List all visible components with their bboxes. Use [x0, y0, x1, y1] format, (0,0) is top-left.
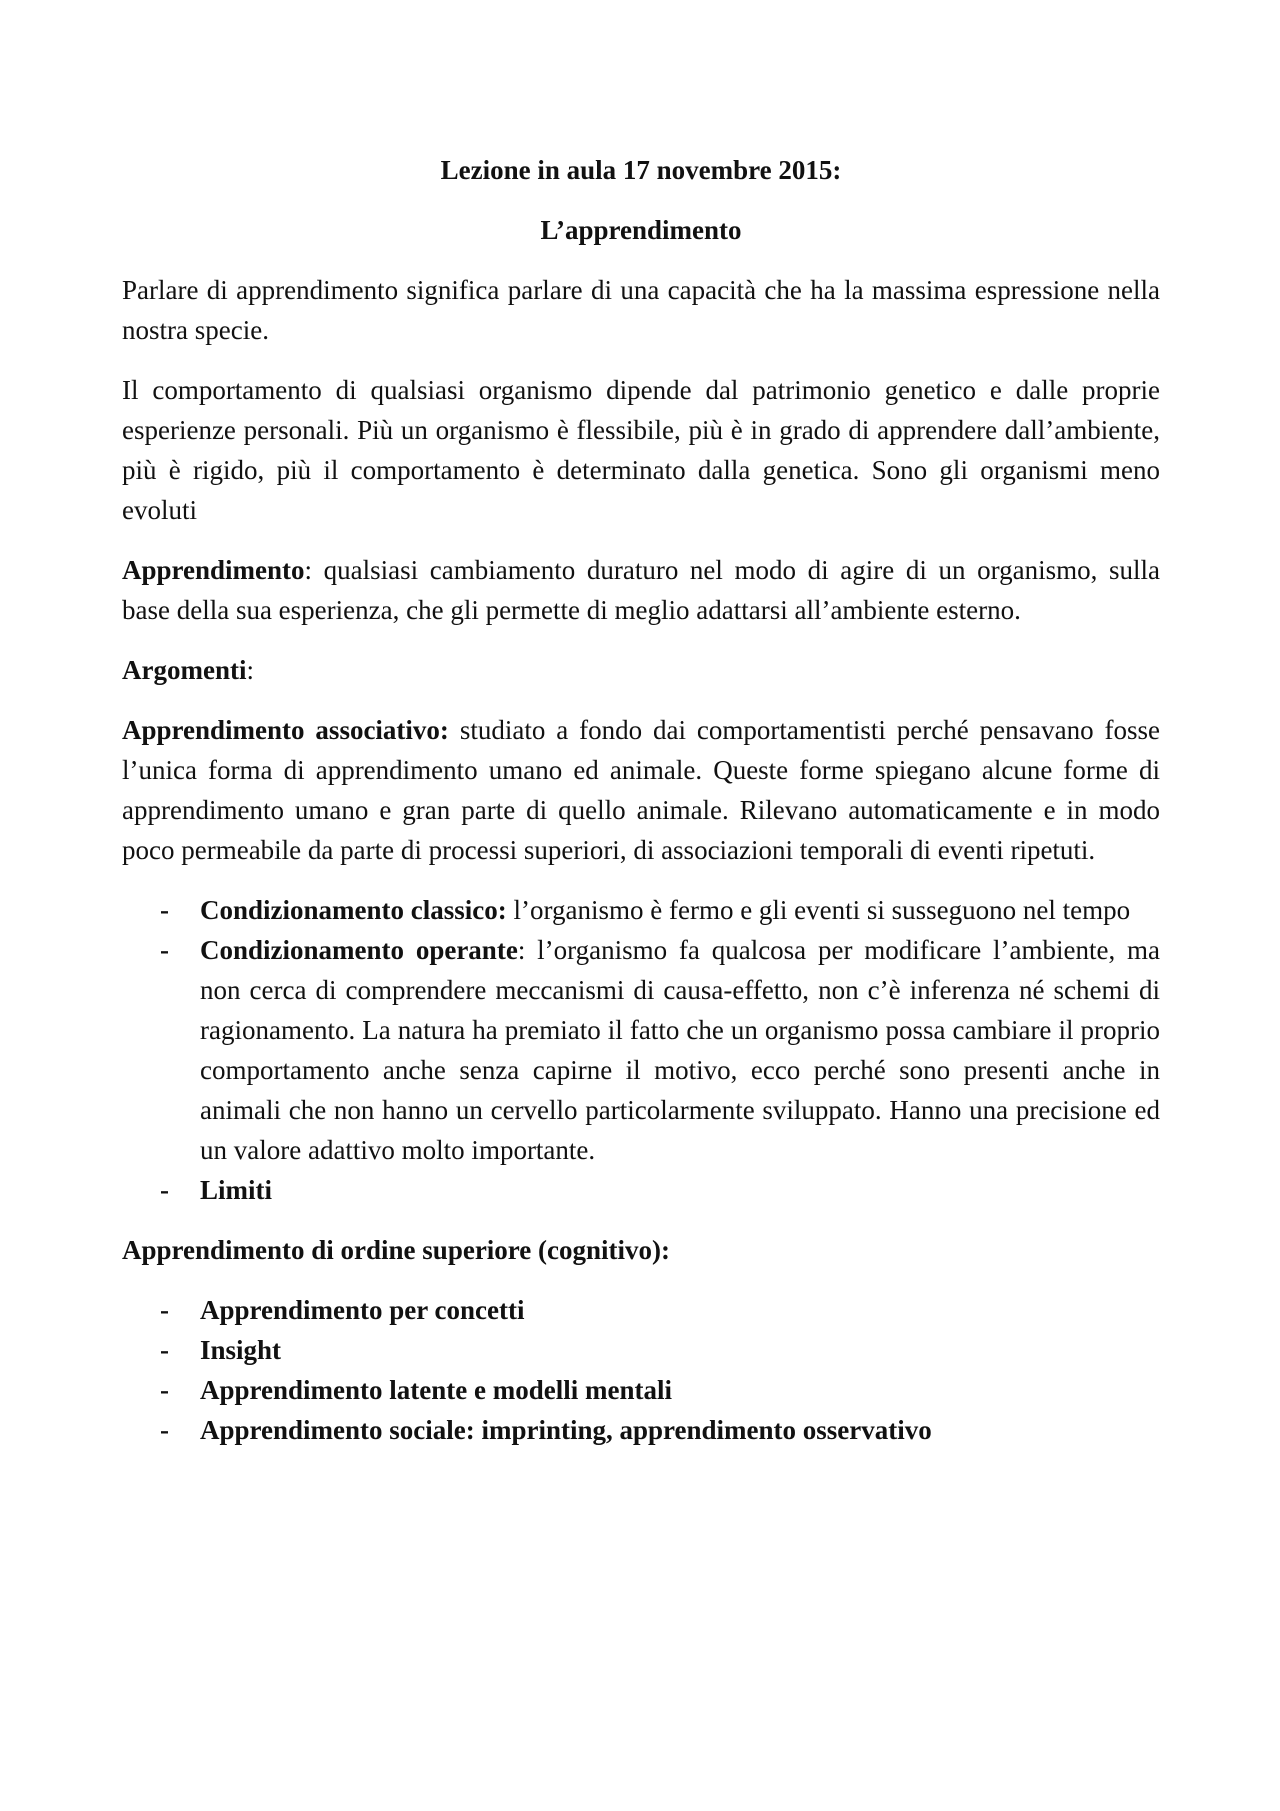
document-title: Lezione in aula 17 novembre 2015: — [440, 155, 842, 185]
dash-bullet: - — [160, 1175, 169, 1205]
intro-paragraph: Parlare di apprendimento significa parlare di una capacità che ha la massima espressione nella nostra specie. — [122, 275, 1160, 345]
higher-order-heading — [122, 1230, 1160, 1270]
definition-separator: : — [304, 555, 313, 585]
higher-order-label: Apprendimento di ordine superiore (cognitivo): — [122, 1235, 671, 1265]
list-item-operant — [122, 930, 1160, 1170]
dash-bullet: - — [160, 935, 169, 965]
definition-paragraph — [122, 550, 1160, 630]
list-item-insight — [122, 1330, 1160, 1370]
list-item-latent — [122, 1370, 1160, 1410]
genetics-paragraph: Il comportamento di qualsiasi organismo dipende dal patrimonio genetico e dalle proprie esperienze personali. Più un organismo è flessibile, più è in grado di apprendere dall’ambiente, più è rigido, più il comportamento è determinato dalla genetica. Sono gli organismi meno evoluti — [122, 375, 1160, 525]
higher-order-list — [122, 1290, 1160, 1450]
definition-term: Apprendimento — [122, 555, 305, 585]
associative-term: Apprendimento associativo: — [122, 715, 449, 745]
list-item-concepts — [122, 1290, 1160, 1330]
list-item-social — [122, 1410, 1160, 1450]
topics-label: Argomenti — [122, 655, 247, 685]
list-item-term: Apprendimento latente e modelli mentali — [200, 1375, 672, 1405]
dash-bullet: - — [160, 1375, 169, 1405]
dash-bullet: - — [160, 1335, 169, 1365]
associative-list — [122, 890, 1160, 1210]
associative-text: studiato a fondo dai comportamentisti perché pensavano fosse l’unica forma di apprendimento umano ed animale. Queste forme spiegano alcune forme di apprendimento umano e gran parte di quello animale. Rilevano automaticamente e in modo poco permeabile da parte di processi superiori, di associazioni temporali di eventi ripetuti. — [122, 715, 1160, 865]
associative-paragraph — [122, 710, 1160, 870]
list-item-term: Apprendimento sociale: imprinting, apprendimento osservativo — [200, 1415, 932, 1445]
dash-bullet: - — [160, 895, 169, 925]
dash-bullet: - — [160, 1295, 169, 1325]
document-page — [122, 150, 1160, 1470]
list-item-term: Insight — [200, 1335, 282, 1365]
document-subtitle: L’apprendimento — [540, 215, 742, 245]
list-item-term: Condizionamento operante — [200, 935, 518, 965]
list-item-term: Condizionamento classico: — [200, 895, 507, 925]
list-item-term: Limiti — [200, 1175, 272, 1205]
list-item-limits — [122, 1170, 1160, 1210]
list-item-text: l’organismo è fermo e gli eventi si susseguono nel tempo — [506, 895, 1131, 925]
list-item-term: Apprendimento per concetti — [200, 1295, 525, 1325]
list-item-classical — [122, 890, 1160, 930]
definition-text: qualsiasi cambiamento duraturo nel modo di agire di un organismo, sulla base della sua esperienza, che gli permette di meglio adattarsi all’ambiente esterno. — [122, 555, 1160, 625]
list-item-text: : l’organismo fa qualcosa per modificare l’ambiente, ma non cerca di comprendere meccanismi di causa-effetto, non c’è inferenza né schemi di ragionamento. La natura ha premiato il fatto che un organismo possa cambiare il proprio comportamento anche senza capirne il motivo, ecco perché sono presenti anche in animali che non hanno un cervello particolarmente sviluppato. Hanno una precisione ed un valore adattivo molto importante. — [200, 935, 1160, 1165]
topics-heading — [122, 650, 1160, 690]
topics-separator: : — [246, 655, 254, 685]
dash-bullet: - — [160, 1415, 169, 1445]
